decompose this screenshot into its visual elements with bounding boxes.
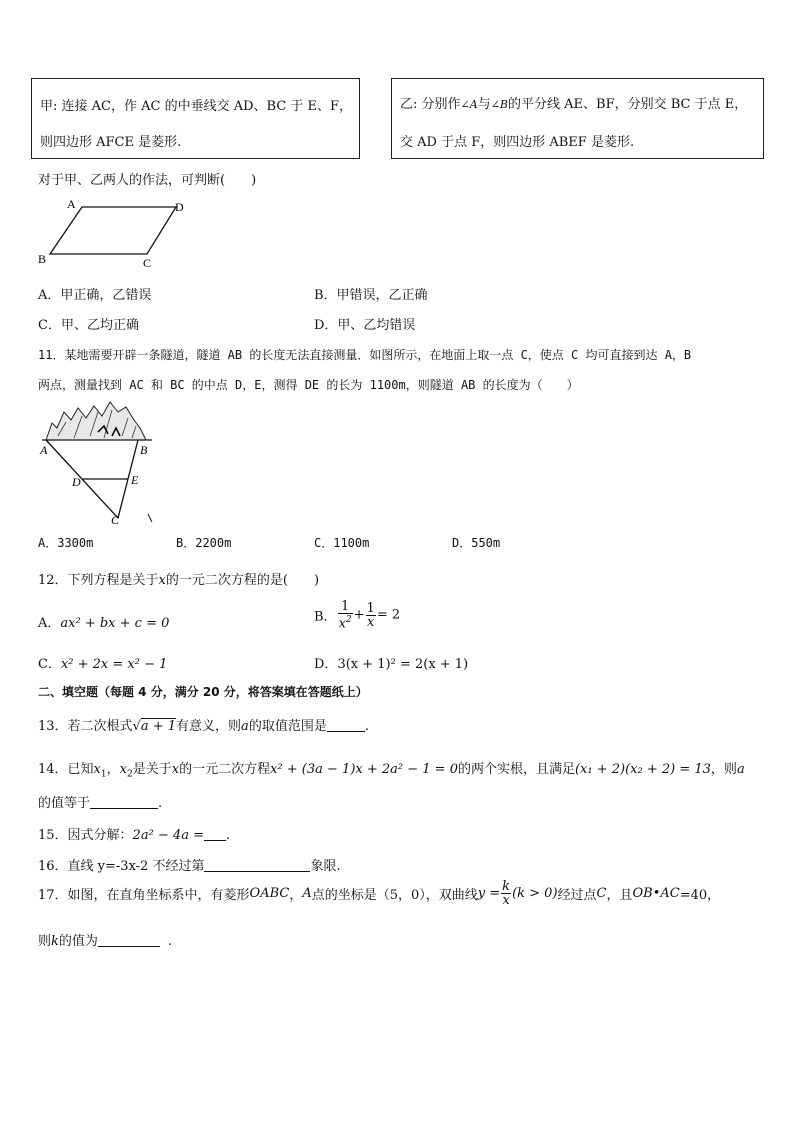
- q15: 15．因式分解：2a² − 4a = .: [38, 828, 231, 843]
- q12-stem: 12．下列方程是关于x的一元二次方程的是( ): [38, 573, 320, 588]
- q11-option-b: B．2200m: [176, 536, 232, 550]
- q12-option-d: D．3(x + 1)² = 2(x + 1): [314, 657, 469, 672]
- q14-answer-blank[interactable]: [90, 796, 158, 809]
- q14-line2: 的值等于 .: [38, 796, 163, 811]
- q12-option-b: B． $\frac{1}{x^2}$ + $\frac{1}{x}$ = 2: [314, 599, 401, 632]
- label-b: B: [38, 252, 47, 266]
- method-jia-line2: 则四边形 AFCE 是菱形.: [40, 135, 182, 150]
- q13: 13．若二次根式√a + 1有意义，则a的取值范围是 .: [38, 719, 369, 734]
- method-yi-box: [391, 78, 764, 159]
- section-2-heading: 二、填空题（每题 4 分，满分 20 分，将答案填在答题纸上）: [38, 685, 368, 699]
- q17-line2: 则k的值为 .: [38, 934, 173, 949]
- parallelogram-figure: [36, 196, 196, 270]
- q10-option-c: C．甲、乙均正确: [38, 318, 139, 333]
- label-c: C: [111, 513, 120, 524]
- q14-condition: (x₁ + 2)(x₂ + 2) = 13: [574, 762, 711, 777]
- q14-line1: 14．已知$x_1$，$x_2$是关于x的一元二次方程x² + (3a − 1)x + 2a² − 1 = 0的两个实根，且满足(x₁ + 2)(x₂ + 2) = 13，则a: [38, 762, 745, 780]
- fraction-one-over-x: $\frac{1}{x}$: [366, 600, 375, 630]
- method-yi-line1: 乙: 分别作∠A与∠B的平分线 AE、BF，分别交 BC 于点 E，: [400, 97, 748, 112]
- q11-option-d: D．550m: [452, 536, 501, 550]
- q13-radicand: a + 1: [140, 719, 177, 734]
- sqrt-symbol: √: [132, 719, 141, 734]
- q12-option-c-equation: x² + 2x = x² − 1: [60, 657, 168, 672]
- q10-option-a: A．甲正确，乙错误: [38, 288, 152, 303]
- label-e: E: [131, 473, 139, 487]
- q10-stem: 对于甲、乙两人的作法，可判断( ): [38, 173, 257, 188]
- label-d: D: [72, 475, 81, 489]
- q15-answer-blank[interactable]: [204, 828, 226, 841]
- label-b: B: [140, 443, 148, 457]
- q10-option-b: B．甲错误，乙正确: [314, 288, 428, 303]
- label-a: A: [67, 197, 76, 211]
- method-yi-line2: 交 AD 于点 F，则四边形 ABEF 是菱形.: [400, 135, 635, 150]
- fraction-one-over-x-squared: $\frac{1}{x^2}$: [338, 599, 352, 632]
- fraction-k-over-x: $\frac{k}{x}$: [502, 879, 511, 908]
- q12-option-a: A．ax² + bx + c = 0: [38, 616, 170, 631]
- method-jia-box: [31, 78, 360, 159]
- q10-option-d: D．甲、乙均错误: [314, 318, 416, 333]
- q14-equation: x² + (3a − 1)x + 2a² − 1 = 0: [270, 762, 458, 777]
- method-jia-line1: 甲: 连接 AC，作 AC 的中垂线交 AD、BC 于 E、F，: [40, 99, 353, 114]
- q11-option-c: C．1100m: [314, 536, 370, 550]
- q17-answer-blank[interactable]: [98, 934, 160, 947]
- angle-a: ∠A: [460, 98, 478, 111]
- q16: 16．直线 y=-3x-2 不经过第 象限.: [38, 859, 341, 874]
- q12-option-a-equation: ax² + bx + c = 0: [60, 616, 170, 631]
- q16-answer-blank[interactable]: [204, 859, 310, 872]
- q12-option-d-equation: 3(x + 1)² = 2(x + 1): [337, 657, 469, 672]
- q11-option-a: A．3300m: [38, 536, 94, 550]
- q17-line1: 17．如图，在直角坐标系中，有菱形OABC，A点的坐标是（5，0），双曲线y = $\frac{k}{x}$ (k > 0)经过点C，且OB•AC=40，: [38, 879, 721, 908]
- label-d: D: [175, 200, 184, 214]
- tunnel-figure: [38, 398, 158, 524]
- label-c: C: [143, 256, 152, 270]
- q11-line1: 11．某地需要开辟一条隧道，隧道 AB 的长度无法直接测量．如图所示，在地面上取一点 C，使点 C 均可直接到达 A，B: [38, 348, 692, 362]
- q11-line2: 两点，测量找到 AC 和 BC 的中点 D，E，测得 DE 的长为 1100m，则隧道 AB 的长度为（ ）: [38, 378, 579, 392]
- q13-answer-blank[interactable]: [327, 719, 365, 732]
- q15-expression: 2a² − 4a =: [132, 828, 204, 843]
- angle-b: ∠B: [490, 98, 509, 111]
- label-a: A: [40, 443, 48, 457]
- q12-option-c: C．x² + 2x = x² − 1: [38, 657, 168, 672]
